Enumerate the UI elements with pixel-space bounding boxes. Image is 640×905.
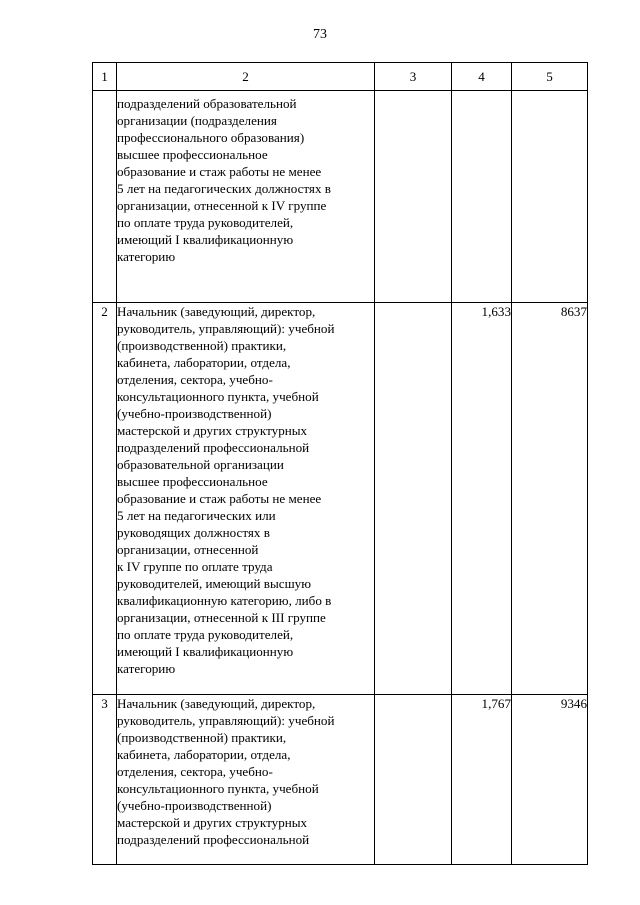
header-col-2: 2 [117,63,375,91]
coefficient-cell [452,91,512,303]
row-number: 2 [93,303,117,695]
header-col-4: 4 [452,63,512,91]
coefficient-cell: 1,767 [452,695,512,865]
table-row [93,303,588,695]
row-number [93,91,117,303]
page-number: 73 [313,27,327,42]
col3-cell [375,91,452,303]
salary-table [92,62,588,865]
table-row [93,91,588,303]
header-col-1: 1 [93,63,117,91]
salary-cell: 8637 [512,303,588,695]
table-row [93,695,588,865]
position-description: Начальник (заведующий, директор, руководитель, управляющий): учебной (производственной) практики, кабинета, лаборатории, отдела, отделения, сектора, учебно- консультационного пункта, учебной (учебно-производственной) мастерской и других структурных подразделений профессиональной [117,695,375,865]
coefficient-cell: 1,633 [452,303,512,695]
position-description: подразделений образовательной организации (подразделения профессионального образования) высшее профессиональное образование и стаж работы не менее 5 лет на педагогических должностях в организации, отнесенной к IV группе по оплате труда руководителей, имеющий I квалификационную категорию [117,91,375,303]
header-col-3: 3 [375,63,452,91]
salary-cell: 9346 [512,695,588,865]
col3-cell [375,695,452,865]
col3-cell [375,303,452,695]
row-number: 3 [93,695,117,865]
salary-cell [512,91,588,303]
table-header-row [93,63,588,91]
position-description: Начальник (заведующий, директор, руководитель, управляющий): учебной (производственной) практики, кабинета, лаборатории, отдела, отделения, сектора, учебно- консультационного пункта, учебной (учебно-производственной) мастерской и других структурных подразделений профессиональной образовательной организации высшее профессиональное образование и стаж работы не менее 5 лет на педагогических или руководящих должностях в организации, отнесенной к IV группе по оплате труда руководителей, имеющий высшую квалификационную категорию, либо в организации, отнесенной к III группе по оплате труда руководителей, имеющий I квалификационную категорию [117,303,375,695]
header-col-5: 5 [512,63,588,91]
